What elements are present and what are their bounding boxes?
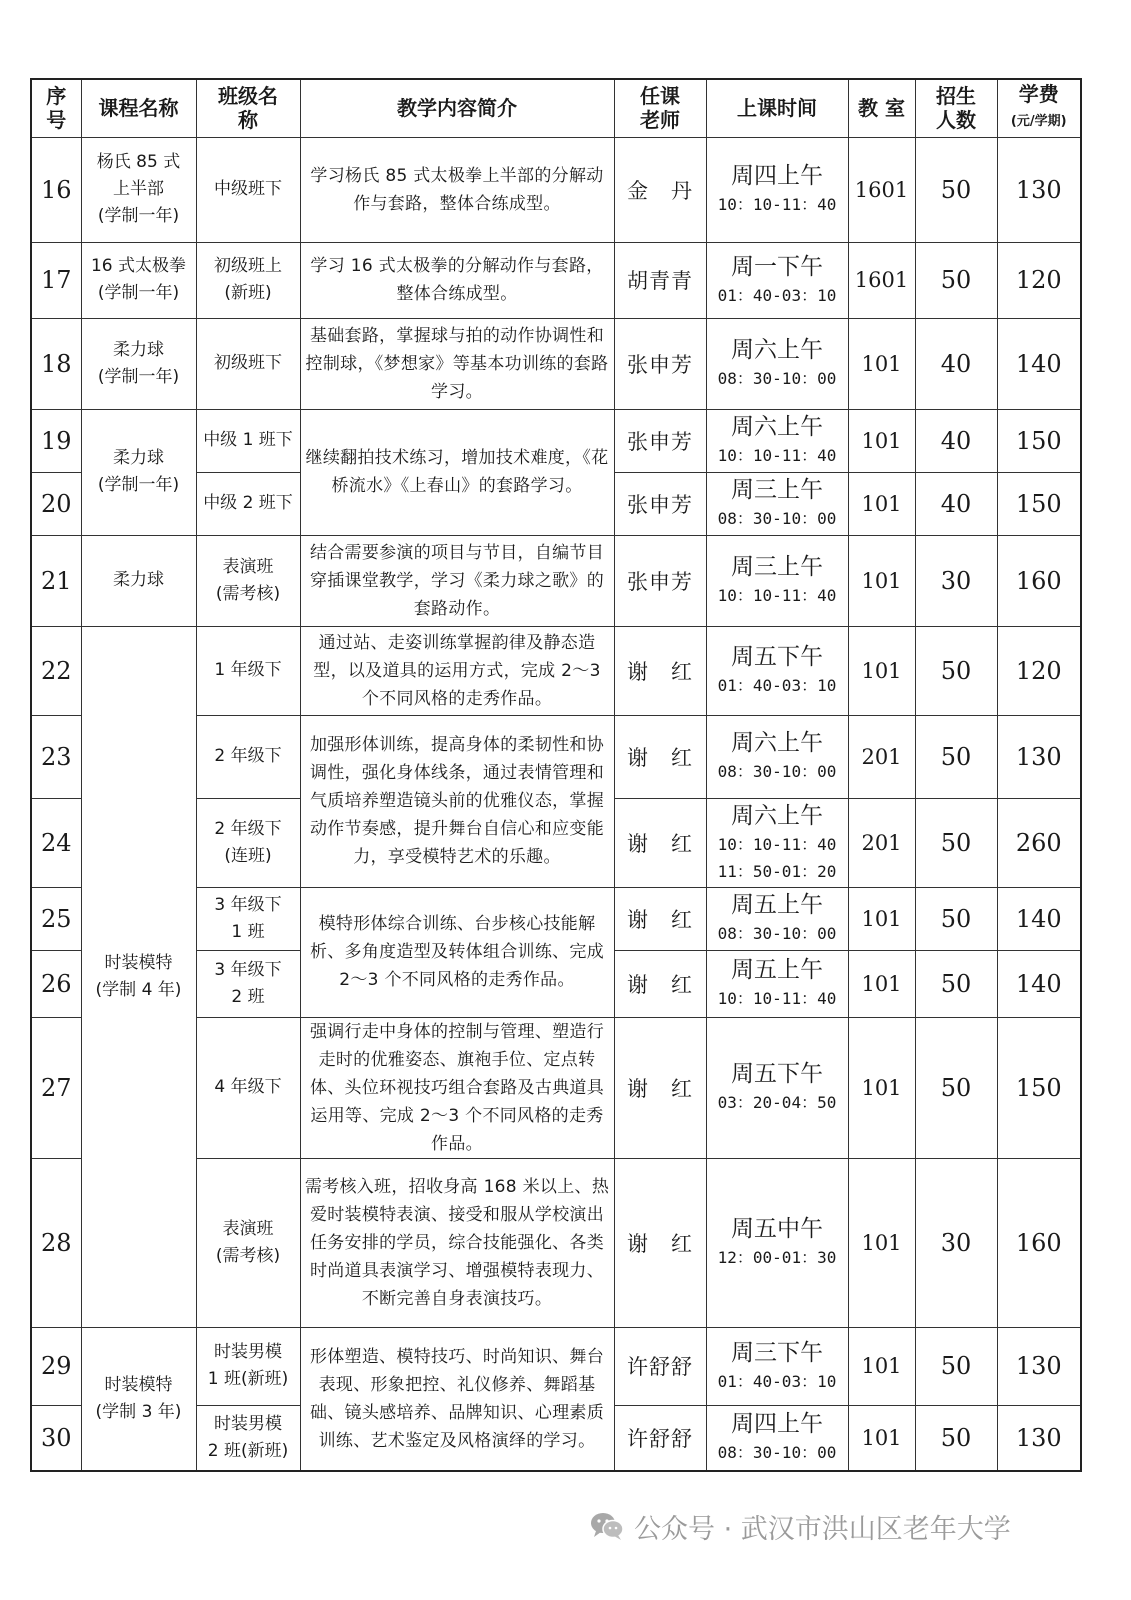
class-hours: 08：30-10：00 <box>717 1443 837 1463</box>
teacher-name: 谢 红 <box>614 1017 706 1158</box>
teacher-name: 张申芳 <box>614 472 706 535</box>
class-hours: 01：40-03：10 <box>717 1371 837 1391</box>
teacher-name: 许舒舒 <box>614 1327 706 1405</box>
class-name: 中级 2 班下 <box>196 472 300 535</box>
class-day: 周四上午 <box>731 1411 823 1438</box>
course-description: 加强形体训练，提高身体的柔韧性和协调性，强化身体线条，通过表情管理和气质培养塑造镜头前的优雅仪态，掌握动作节奏感，提升舞台自信心和应变能力，享受模特艺术的乐趣。 <box>300 715 614 887</box>
teacher-name: 金 丹 <box>614 137 706 242</box>
course-description: 模特形体综合训练、台步核心技能解析、多角度造型及转体组合训练、完成 2～3 个不同风格的走秀作品。 <box>300 887 614 1017</box>
classroom: 101 <box>848 1158 915 1327</box>
class-day: 周五下午 <box>731 1061 823 1087</box>
class-time <box>706 715 848 798</box>
class-name: 4 年级下 <box>196 1017 300 1158</box>
row-number: 27 <box>31 1017 81 1158</box>
classroom: 201 <box>848 798 915 887</box>
class-time <box>706 1158 848 1327</box>
teacher-name: 谢 红 <box>614 626 706 715</box>
course-description: 需考核入班，招收身高 168 米以上、热爱时装模特表演、接受和服从学校演出任务安排的学员，综合技能强化、各类时尚道具表演学习、增强模特表现力、不断完善自身表演技巧。 <box>300 1158 614 1327</box>
class-day: 周六上午 <box>731 414 823 440</box>
class-hours: 08：30-10：00 <box>717 924 837 943</box>
class-time <box>706 1405 848 1471</box>
header-seq: 序号 <box>31 79 81 137</box>
course-name: 杨氏 85 式 上半部 (学制一年) <box>81 137 196 242</box>
teacher-name: 张申芳 <box>614 535 706 626</box>
header-course: 课程名称 <box>81 79 196 137</box>
class-time <box>706 318 848 409</box>
tuition-fee: 150 <box>997 472 1081 535</box>
class-time <box>706 1327 848 1405</box>
teacher-name: 谢 红 <box>614 887 706 950</box>
class-time <box>706 950 848 1017</box>
enrollment-quota: 40 <box>915 318 997 409</box>
tuition-fee: 130 <box>997 1327 1081 1405</box>
row-number: 23 <box>31 715 81 798</box>
class-day: 周五中午 <box>731 1216 823 1242</box>
enrollment-quota: 30 <box>915 535 997 626</box>
row-number: 28 <box>31 1158 81 1327</box>
class-hours: 03：20-04：50 <box>717 1093 837 1112</box>
course-name: 时装模特 (学制 4 年) <box>81 626 196 1327</box>
classroom: 1601 <box>848 137 915 242</box>
class-day: 周五下午 <box>731 644 823 670</box>
class-hours: 08：30-10：00 <box>717 509 837 528</box>
class-hours: 10：10-11：40 <box>717 989 837 1008</box>
class-name: 中级 1 班下 <box>196 409 300 472</box>
class-time <box>706 137 848 242</box>
class-hours: 12：00-01：30 <box>717 1248 837 1267</box>
class-time <box>706 887 848 950</box>
enrollment-quota: 50 <box>915 715 997 798</box>
course-description: 学习 16 式太极拳的分解动作与套路，整体合练成型。 <box>300 242 614 318</box>
classroom: 101 <box>848 1017 915 1158</box>
class-time <box>706 535 848 626</box>
class-time <box>706 798 848 887</box>
row-number: 26 <box>31 950 81 1017</box>
class-day: 周六上午 <box>731 802 823 829</box>
header-teacher: 任课老师 <box>614 79 706 137</box>
class-time <box>706 626 848 715</box>
class-name: 初级班下 <box>196 318 300 409</box>
course-name: 柔力球 (学制一年) <box>81 409 196 535</box>
tuition-fee: 130 <box>997 1405 1081 1471</box>
class-hours: 01：40-03：10 <box>717 676 837 695</box>
row-number: 16 <box>31 137 81 242</box>
class-name: 时装男模 1 班(新班) <box>196 1327 300 1405</box>
tuition-fee: 260 <box>997 798 1081 887</box>
class-hours: 10：10-11：40 11：50-01：20 <box>717 834 837 881</box>
classroom: 101 <box>848 535 915 626</box>
classroom: 101 <box>848 1327 915 1405</box>
row-number: 21 <box>31 535 81 626</box>
enrollment-quota: 50 <box>915 626 997 715</box>
class-day: 周四上午 <box>731 163 823 189</box>
tuition-fee: 140 <box>997 887 1081 950</box>
table-row <box>31 137 1081 242</box>
course-name: 柔力球 (学制一年) <box>81 318 196 409</box>
table-row <box>31 242 1081 318</box>
class-hours: 10：10-11：40 <box>717 446 837 465</box>
teacher-name: 谢 红 <box>614 950 706 1017</box>
classroom: 101 <box>848 472 915 535</box>
class-day: 周五上午 <box>731 892 823 918</box>
course-name: 柔力球 <box>81 535 196 626</box>
course-description: 强调行走中身体的控制与管理、塑造行走时的优雅姿态、旗袍手位、定点转体、头位环视技巧组合套路及古典道具运用等、完成 2～3 个不同风格的走秀作品。 <box>300 1017 614 1158</box>
row-number: 29 <box>31 1327 81 1405</box>
header-time: 上课时间 <box>706 79 848 137</box>
header-fee-label: 学费 <box>1018 82 1059 107</box>
enrollment-quota: 30 <box>915 1158 997 1327</box>
header-quota: 招生人数 <box>915 79 997 137</box>
header-fee <box>997 79 1081 137</box>
tuition-fee: 160 <box>997 535 1081 626</box>
class-hours: 01：40-03：10 <box>717 285 837 305</box>
table-row <box>31 535 1081 626</box>
tuition-fee: 130 <box>997 715 1081 798</box>
header-row <box>31 79 1081 137</box>
classroom: 101 <box>848 887 915 950</box>
row-number: 18 <box>31 318 81 409</box>
classroom: 101 <box>848 318 915 409</box>
class-day: 周三上午 <box>731 477 823 503</box>
classroom: 101 <box>848 1405 915 1471</box>
tuition-fee: 140 <box>997 950 1081 1017</box>
teacher-name: 谢 红 <box>614 1158 706 1327</box>
row-number: 22 <box>31 626 81 715</box>
wechat-icon <box>590 1511 624 1541</box>
row-number: 30 <box>31 1405 81 1471</box>
class-day: 周五上午 <box>731 957 823 983</box>
enrollment-quota: 50 <box>915 1405 997 1471</box>
row-number: 24 <box>31 798 81 887</box>
row-number: 25 <box>31 887 81 950</box>
row-number: 17 <box>31 242 81 318</box>
class-name: 中级班下 <box>196 137 300 242</box>
header-fee-unit: (元/学期) <box>1010 114 1067 130</box>
table-row <box>31 318 1081 409</box>
tuition-fee: 130 <box>997 137 1081 242</box>
classroom: 101 <box>848 409 915 472</box>
teacher-name: 张申芳 <box>614 409 706 472</box>
tuition-fee: 150 <box>997 1017 1081 1158</box>
class-name: 表演班 (需考核) <box>196 535 300 626</box>
teacher-name: 谢 红 <box>614 715 706 798</box>
enrollment-quota: 50 <box>915 950 997 1017</box>
class-day: 周三下午 <box>731 1339 823 1366</box>
enrollment-quota: 50 <box>915 887 997 950</box>
course-description: 学习杨氏 85 式太极拳上半部的分解动作与套路，整体合练成型。 <box>300 137 614 242</box>
tuition-fee: 160 <box>997 1158 1081 1327</box>
course-table <box>30 78 1082 1472</box>
watermark <box>590 1506 1011 1546</box>
course-description: 继续翻拍技术练习，增加技术难度，《花桥流水》《上春山》的套路学习。 <box>300 409 614 535</box>
class-day: 周六上午 <box>731 730 823 756</box>
enrollment-quota: 50 <box>915 1327 997 1405</box>
course-description: 结合需要参演的项目与节目，自编节目穿插课堂教学，学习《柔力球之歌》的套路动作。 <box>300 535 614 626</box>
enrollment-quota: 40 <box>915 409 997 472</box>
class-name: 3 年级下 1 班 <box>196 887 300 950</box>
classroom: 101 <box>848 626 915 715</box>
table-row <box>31 626 1081 715</box>
row-number: 19 <box>31 409 81 472</box>
class-name: 2 年级下 (连班) <box>196 798 300 887</box>
tuition-fee: 150 <box>997 409 1081 472</box>
course-description: 基础套路，掌握球与拍的动作协调性和控制球，《梦想家》等基本功训练的套路学习。 <box>300 318 614 409</box>
enrollment-quota: 50 <box>915 242 997 318</box>
table-row <box>31 1327 1081 1405</box>
course-description: 形体塑造、模特技巧、时尚知识、舞台表现、形象把控、礼仪修养、舞蹈基础、镜头感培养、品牌知识、心理素质训练、艺术鉴定及风格演绎的学习。 <box>300 1327 614 1471</box>
class-name: 表演班 (需考核) <box>196 1158 300 1327</box>
class-day: 周一下午 <box>731 253 823 280</box>
table-row <box>31 409 1081 472</box>
class-name: 时装男模 2 班(新班) <box>196 1405 300 1471</box>
watermark-text: 公众号 · 武汉市洪山区老年大学 <box>634 1513 1011 1545</box>
teacher-name: 谢 红 <box>614 798 706 887</box>
class-name: 初级班上 (新班) <box>196 242 300 318</box>
teacher-name: 许舒舒 <box>614 1405 706 1471</box>
enrollment-quota: 40 <box>915 472 997 535</box>
class-day: 周三上午 <box>731 554 823 580</box>
class-time <box>706 409 848 472</box>
class-hours: 08：30-10：00 <box>717 762 837 781</box>
class-hours: 08：30-10：00 <box>717 369 837 388</box>
course-name: 时装模特 (学制 3 年) <box>81 1327 196 1471</box>
class-day: 周六上午 <box>731 337 823 363</box>
enrollment-quota: 50 <box>915 1017 997 1158</box>
tuition-fee: 140 <box>997 318 1081 409</box>
class-time <box>706 242 848 318</box>
class-name: 1 年级下 <box>196 626 300 715</box>
teacher-name: 张申芳 <box>614 318 706 409</box>
teacher-name: 胡青青 <box>614 242 706 318</box>
classroom: 101 <box>848 950 915 1017</box>
header-content: 教学内容简介 <box>300 79 614 137</box>
tuition-fee: 120 <box>997 242 1081 318</box>
enrollment-quota: 50 <box>915 137 997 242</box>
classroom: 201 <box>848 715 915 798</box>
class-time <box>706 1017 848 1158</box>
enrollment-quota: 50 <box>915 798 997 887</box>
course-name: 16 式太极拳 (学制一年) <box>81 242 196 318</box>
classroom: 1601 <box>848 242 915 318</box>
row-number: 20 <box>31 472 81 535</box>
class-hours: 10：10-11：40 <box>717 195 837 214</box>
class-name: 3 年级下 2 班 <box>196 950 300 1017</box>
header-room: 教 室 <box>848 79 915 137</box>
class-name: 2 年级下 <box>196 715 300 798</box>
class-time <box>706 472 848 535</box>
tuition-fee: 120 <box>997 626 1081 715</box>
header-class: 班级名称 <box>196 79 300 137</box>
course-description: 通过站、走姿训练掌握韵律及静态造型，以及道具的运用方式，完成 2～3 个不同风格的走秀作品。 <box>300 626 614 715</box>
class-hours: 10：10-11：40 <box>717 586 837 605</box>
